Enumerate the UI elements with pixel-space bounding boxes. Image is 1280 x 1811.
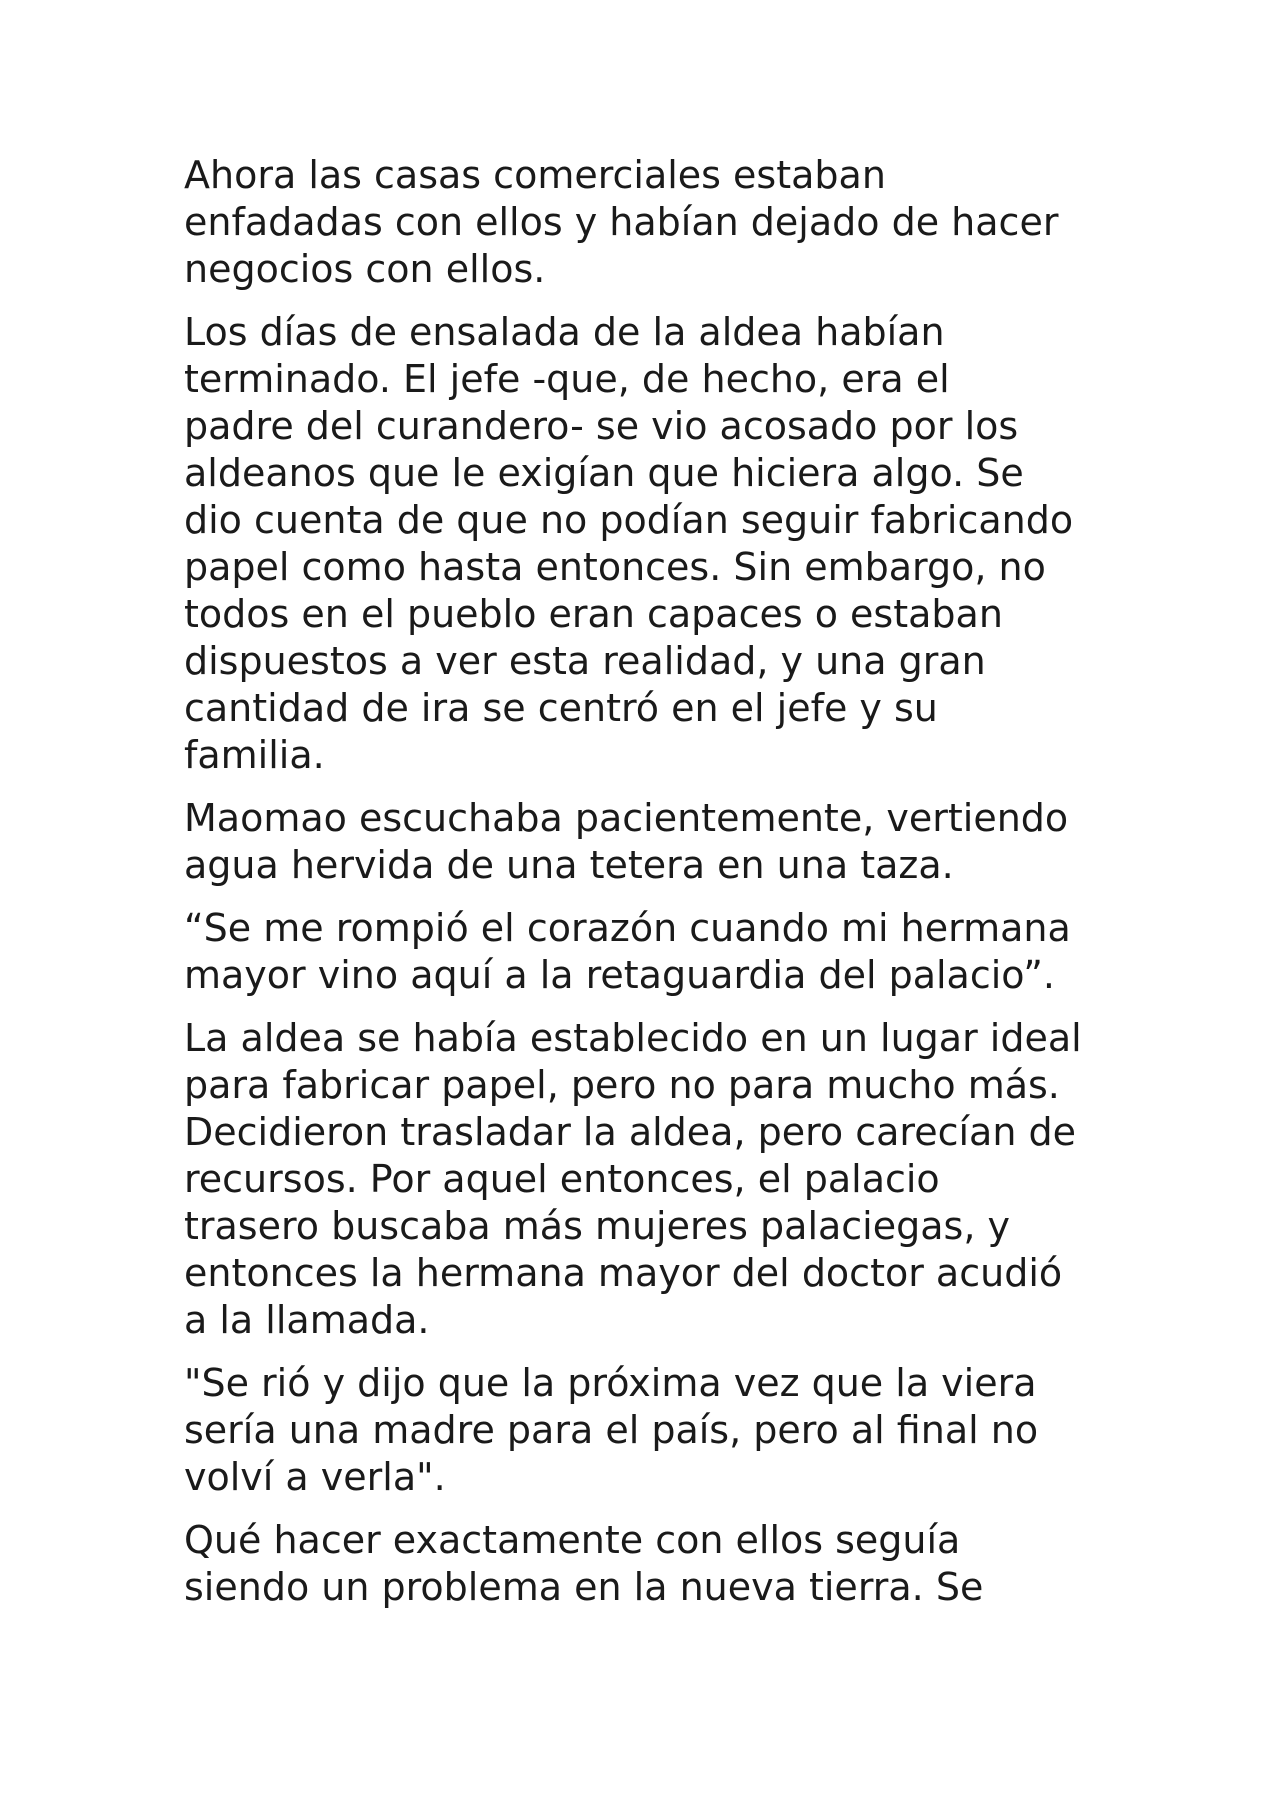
body-text [184, 152, 1124, 1627]
paragraph-2: Los días de ensalada de la aldea habían terminado. El jefe -que, de hecho, era el padre del curandero- se vio acosado por los aldeanos que le exigían que hiciera algo. Se dio cuenta de que no podían seguir fabricando papel como hasta entonces. Sin embargo, no todos en el pueblo eran capaces o estaban dispuestos a ver esta realidad, y una gran cantidad de ira se centró en el jefe y su familia. [184, 310, 1074, 777]
paragraph-5: La aldea se había establecido en un lugar ideal para fabricar papel, pero no para mucho más. Decidieron trasladar la aldea, pero carecían de recursos. Por aquel entonces, el palacio trasero buscaba más mujeres palaciegas, y entonces la hermana mayor del doctor acudió a la llamada. [184, 1016, 1082, 1342]
paragraph-4: “Se me rompió el corazón cuando mi hermana mayor vino aquí a la retaguardia del palacio”. [184, 906, 1071, 997]
paragraph-3: Maomao escuchaba pacientemente, vertiendo agua hervida de una tetera en una taza. [184, 796, 1069, 887]
paragraph-1: Ahora las casas comerciales estaban enfadadas con ellos y habían dejado de hacer negocios con ellos. [184, 153, 1059, 291]
paragraph-6: "Se rió y dijo que la próxima vez que la viera sería una madre para el país, pero al final no volví a verla". [184, 1361, 1039, 1499]
paragraph-7: Qué hacer exactamente con ellos seguía siendo un problema en la nueva tierra. Se [184, 1518, 984, 1609]
